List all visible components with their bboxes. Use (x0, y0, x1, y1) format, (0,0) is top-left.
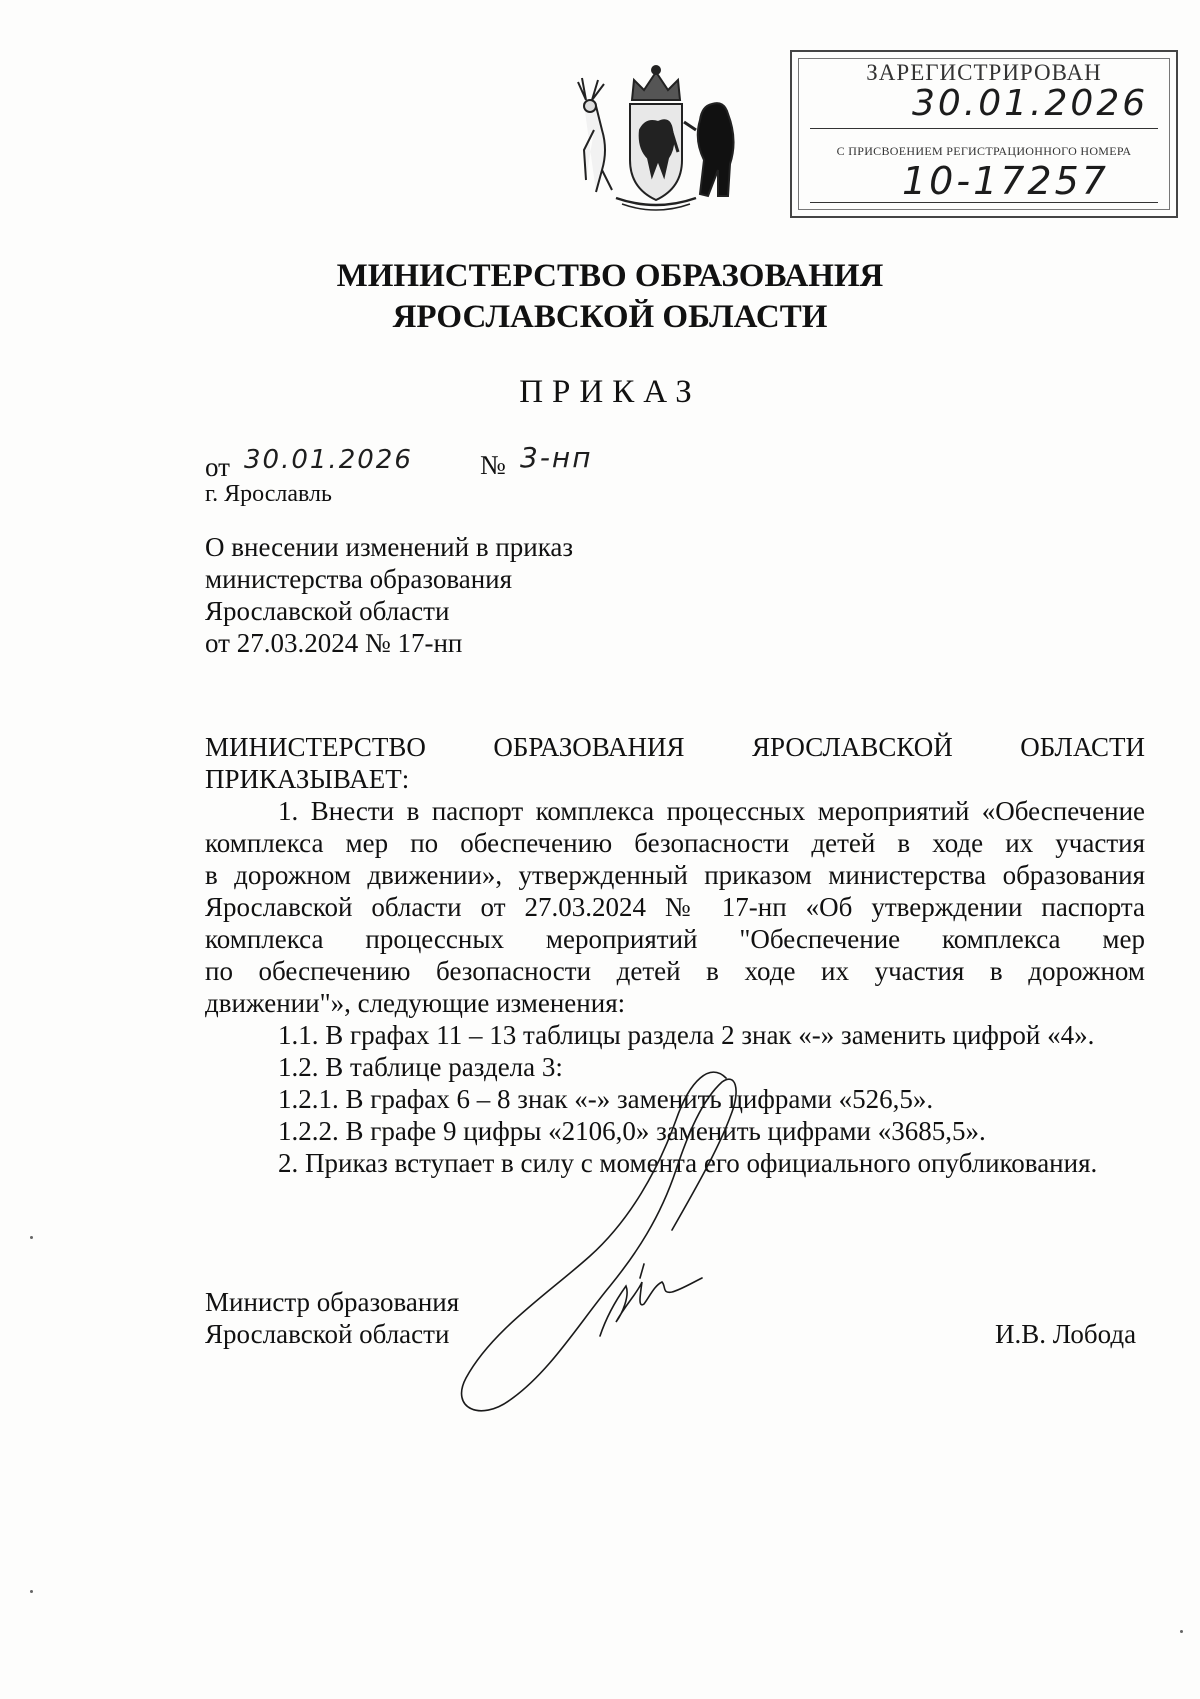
scan-speck (1180, 1630, 1183, 1633)
stamp-number-line (810, 202, 1158, 203)
stamp-caption: С ПРИСВОЕНИЕМ РЕГИСТРАЦИОННОГО НОМЕРА (836, 144, 1132, 158)
signatory-position-line1: Министр образования (205, 1287, 460, 1317)
preamble-line: МИНИСТЕРСТВО ОБРАЗОВАНИЯ ЯРОСЛАВСКОЙ ОБЛАСТИ (205, 732, 1145, 762)
sub-item: 1.2.2. В графе 9 цифры «2106,0» заменить цифрами «3685,5». (278, 1116, 986, 1146)
sub-item: 1.1. В графах 11 – 13 таблицы раздела 2 знак «-» заменить цифрой «4». (278, 1020, 1095, 1050)
ministry-name-line1: МИНИСТЕРСТВО ОБРАЗОВАНИЯ (336, 258, 884, 294)
stamp-title: ЗАРЕГИСТРИРОВАН (866, 60, 1102, 85)
item1-line: движении"», следующие изменения: (205, 988, 626, 1018)
item1-line: комплекса процессных мероприятий "Обеспечение комплекса мер (205, 924, 1145, 954)
sub-item: 1.2. В таблице раздела 3: (278, 1052, 563, 1082)
subject-line: от 27.03.2024 № 17-нп (205, 628, 463, 658)
item1-line: Ярославской области от 27.03.2024 № 17-нп «Об утверждении паспорта (205, 892, 1145, 922)
item1-line: комплекса мер по обеспечению безопасности детей в ходе их участия (205, 828, 1145, 858)
sub-item: 1.2.1. В графах 6 – 8 знак «-» заменить цифрами «526,5». (278, 1084, 934, 1114)
stamp-date-line (810, 128, 1158, 129)
preamble-line: ПРИКАЗЫВАЕТ: (205, 764, 410, 794)
ministry-heading (300, 256, 920, 338)
item1-line: в дорожном движении», утвержденный приказом министерства образования (205, 860, 1145, 890)
number-label: № (480, 450, 506, 480)
signatory-position-line2: Ярославской области (205, 1319, 450, 1349)
subject-line: О внесении изменений в приказ (205, 532, 574, 562)
subject-line: Ярославской области (205, 596, 450, 626)
ministry-name-line2: ЯРОСЛАВСКОЙ ОБЛАСТИ (392, 299, 828, 335)
stamp-date: 30.01.2026 (912, 83, 1149, 124)
city: г. Ярославль (205, 481, 332, 507)
registration-stamp (790, 50, 1178, 218)
order-title: ПРИКАЗ (519, 374, 701, 410)
sub-item: 2. Приказ вступает в силу с момента его официального опубликования. (278, 1148, 1098, 1178)
number-value: 3-нп (520, 441, 593, 474)
coat-of-arms-emblem (572, 60, 740, 212)
item1-line: по обеспечению безопасности детей в ходе их участия в дорожном (205, 956, 1145, 986)
stamp-number: 10-17257 (902, 159, 1109, 203)
order-subject (205, 531, 685, 659)
signatory-position (205, 1286, 459, 1350)
signatory-name: И.В. Лобода (995, 1319, 1137, 1349)
subject-line: министерства образования (205, 564, 513, 594)
handwritten-signature (440, 1060, 760, 1420)
scan-speck (30, 1590, 33, 1593)
item1-line: 1. Внести в паспорт комплекса процессных мероприятий «Обеспечение (278, 796, 1145, 826)
scan-speck (30, 1236, 33, 1239)
date-value: 30.01.2026 (244, 445, 413, 475)
date-label: от (205, 452, 230, 482)
